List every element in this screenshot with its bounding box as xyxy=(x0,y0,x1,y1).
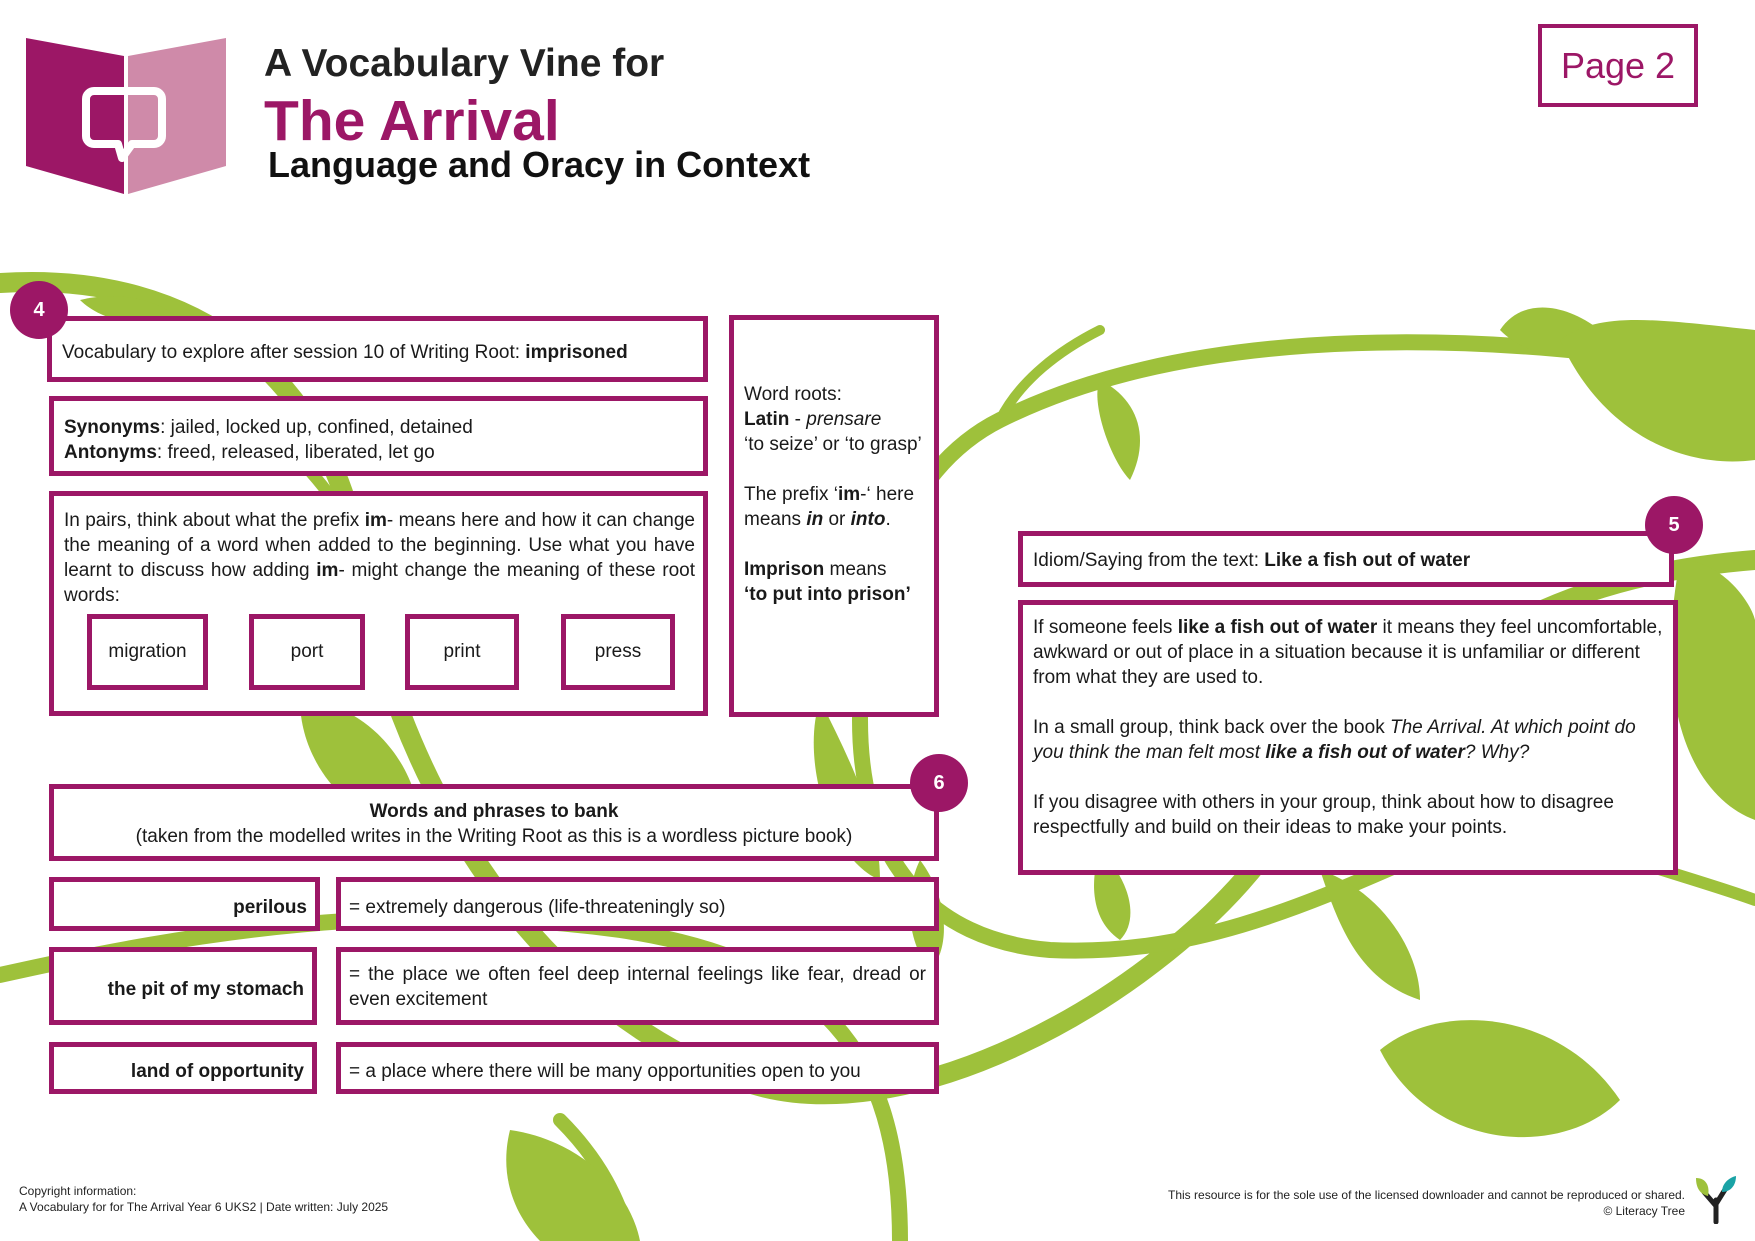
idiom-explanation-box xyxy=(1018,600,1678,875)
copyright-label: Copyright information: xyxy=(19,1184,137,1198)
page-number-label: Page 2 xyxy=(1538,24,1698,107)
root-word-migration: migration xyxy=(87,614,208,690)
section-badge-6: 6 xyxy=(910,754,968,812)
idiom-meaning: If someone feels like a fish out of water it means they feel uncomfortable, awkward or out of place in a situation because it is unfamiliar or different from what they are used to. xyxy=(1033,617,1663,688)
copyright-text: A Vocabulary for for The Arrival Year 6 UKS2 | Date written: July 2025 xyxy=(19,1200,389,1214)
idiom-prefix: Idiom/Saying from the text: xyxy=(1033,550,1265,571)
prefix-meaning: The prefix ‘im-‘ here means in or into. xyxy=(744,484,915,530)
term-perilous: perilous xyxy=(49,877,320,931)
latin-meaning: ‘to seize’ or ‘to grasp’ xyxy=(744,434,922,455)
root-word-port: port xyxy=(249,614,365,690)
word-bank-heading: Words and phrases to bank xyxy=(369,801,619,822)
disagree-guidance: If you disagree with others in your group, think about how to disagree respectfully and build on their ideas to make your points. xyxy=(1033,792,1614,838)
tree-logo-icon xyxy=(1694,1174,1738,1224)
idiom-text: Like a fish out of water xyxy=(1264,550,1471,571)
book-title: The Arrival xyxy=(264,89,560,153)
term-land-of-opportunity: land of opportunity xyxy=(49,1042,317,1094)
vocab-prefix: Vocabulary to explore after session 10 of Writing Root: xyxy=(62,342,526,363)
section-badge-4: 4 xyxy=(10,281,68,339)
vocab-word-box xyxy=(47,316,708,382)
brand-text: © Literacy Tree xyxy=(1603,1204,1685,1218)
synonyms-label: Synonyms xyxy=(64,417,161,438)
term-pit-of-stomach: the pit of my stomach xyxy=(49,947,317,1025)
section-badge-5: 5 xyxy=(1645,496,1703,554)
roots-heading: Word roots: xyxy=(744,384,842,405)
license-text: This resource is for the sole use of the licensed downloader and cannot be reproduced or shared. xyxy=(1168,1188,1685,1202)
synonyms-box xyxy=(49,396,708,476)
definition-pit-of-stomach: = the place we often feel deep internal feelings like fear, dread or even excitement xyxy=(336,947,939,1025)
word-roots-box: Word roots: Latin - prensare ‘to seize’ or ‘to grasp’ The prefix ‘im-‘ here means in or into. Imprison means ‘to put into prison’ xyxy=(729,315,939,717)
definition-perilous: = extremely dangerous (life-threateningly so) xyxy=(336,877,939,931)
antonyms-text: : freed, released, liberated, let go xyxy=(156,442,435,463)
page-subtitle: Language and Oracy in Context xyxy=(268,144,811,185)
word-bank-subheading: (taken from the modelled writes in the Writing Root as this is a wordless picture book) xyxy=(135,826,853,847)
root-word-press: press xyxy=(561,614,675,690)
root-word-print: print xyxy=(405,614,519,690)
idiom-question: In a small group, think back over the book The Arrival. At which point do you think the man felt most like a fish out of water? Why? xyxy=(1033,717,1636,763)
prefix-task-text: In pairs, think about what the prefix im- means here and how it can change the meaning of a word when added to the beginning. Use what you have learnt to discuss how adding im- might change the meaning of these root words: xyxy=(64,510,695,606)
word-bank-header-box xyxy=(49,784,939,861)
imprison-meaning: Imprison means xyxy=(744,559,887,580)
synonyms-text: : jailed, locked up, confined, detained xyxy=(160,417,473,438)
header-line1: A Vocabulary Vine for xyxy=(264,42,665,85)
definition-land-of-opportunity: = a place where there will be many opportunities open to you xyxy=(336,1042,939,1094)
vocab-word: imprisoned xyxy=(525,342,628,363)
copyright-info xyxy=(19,1183,388,1215)
idiom-box xyxy=(1018,531,1674,587)
license-info xyxy=(1168,1187,1685,1219)
antonyms-label: Antonyms xyxy=(64,442,157,463)
book-logo-icon xyxy=(24,36,229,196)
